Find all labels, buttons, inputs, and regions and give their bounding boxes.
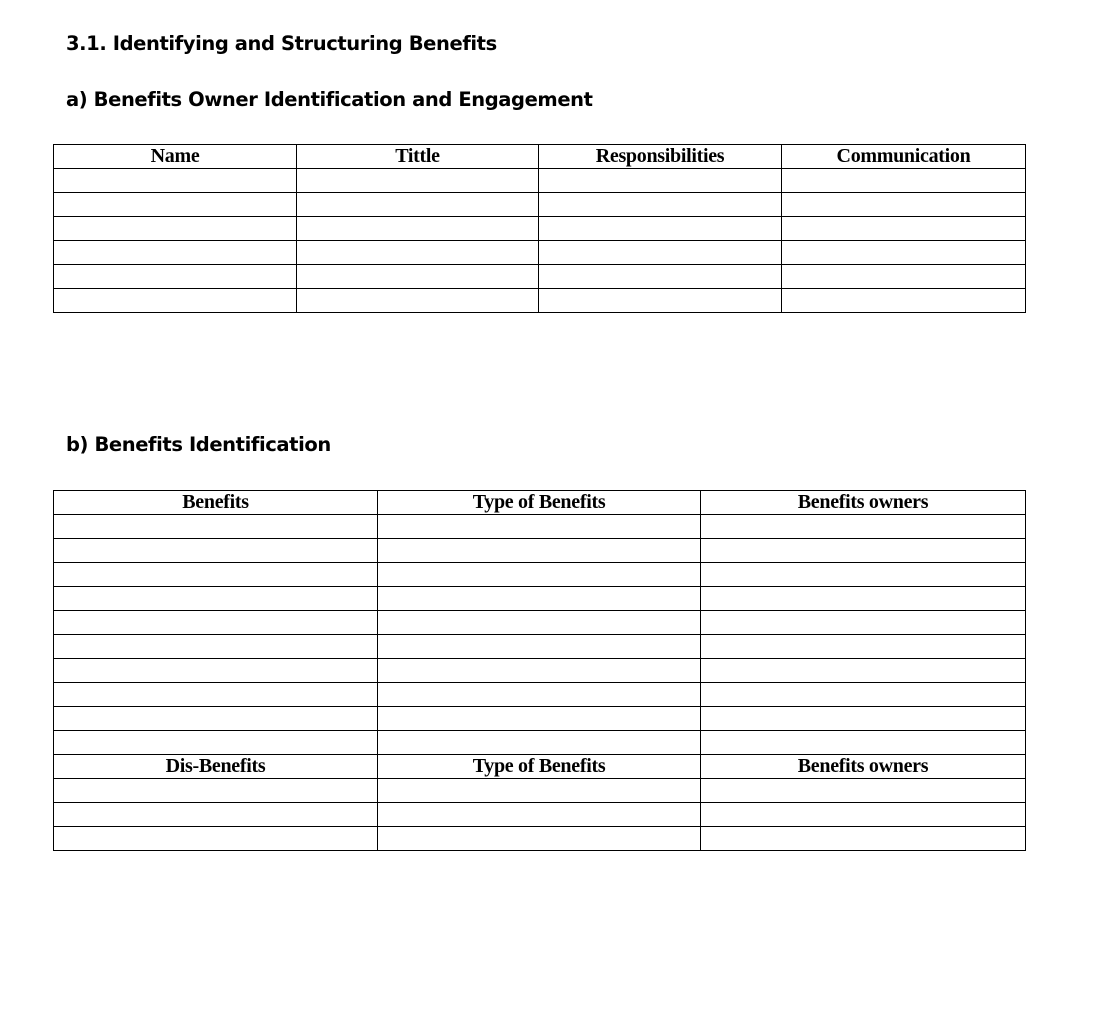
benefits-identification-table: [53, 490, 1026, 851]
benefits-table-header-row: [54, 491, 1026, 515]
table-cell[interactable]: [54, 193, 297, 217]
table-cell[interactable]: [297, 265, 539, 289]
table-cell[interactable]: [378, 827, 701, 851]
table-cell[interactable]: [539, 169, 782, 193]
owner-table-header-row: [54, 145, 1026, 169]
section-title: 3.1. Identifying and Structuring Benefits: [66, 32, 497, 55]
table-cell[interactable]: [701, 683, 1026, 707]
table-cell[interactable]: [539, 217, 782, 241]
table-cell[interactable]: [54, 587, 378, 611]
table-cell[interactable]: [378, 539, 701, 563]
table-cell[interactable]: [701, 731, 1026, 755]
column-header-dis-benefits: Dis-Benefits: [54, 755, 378, 779]
table-cell[interactable]: [378, 611, 701, 635]
table-row: [54, 563, 1026, 587]
table-cell[interactable]: [297, 289, 539, 313]
table-cell[interactable]: [54, 683, 378, 707]
table-cell[interactable]: [701, 587, 1026, 611]
benefits-identification-heading: b) Benefits Identification: [66, 433, 331, 456]
table-cell[interactable]: [54, 265, 297, 289]
column-header-title: Tittle: [297, 145, 539, 169]
table-row: [54, 193, 1026, 217]
table-cell[interactable]: [701, 803, 1026, 827]
table-cell[interactable]: [54, 563, 378, 587]
table-row: [54, 515, 1026, 539]
table-cell[interactable]: [701, 515, 1026, 539]
table-row: [54, 611, 1026, 635]
table-cell[interactable]: [54, 659, 378, 683]
benefits-owner-table: [53, 144, 1026, 313]
table-cell[interactable]: [54, 779, 378, 803]
column-header-benefits-owners: Benefits owners: [701, 491, 1026, 515]
table-cell[interactable]: [782, 193, 1026, 217]
table-cell[interactable]: [378, 635, 701, 659]
table-row: [54, 731, 1026, 755]
column-header-type-of-benefits: Type of Benefits: [378, 755, 701, 779]
table-cell[interactable]: [539, 289, 782, 313]
table-cell[interactable]: [782, 289, 1026, 313]
table-cell[interactable]: [378, 683, 701, 707]
table-cell[interactable]: [378, 731, 701, 755]
table-cell[interactable]: [378, 563, 701, 587]
table-cell[interactable]: [539, 241, 782, 265]
column-header-benefits: Benefits: [54, 491, 378, 515]
table-cell[interactable]: [297, 193, 539, 217]
table-cell[interactable]: [378, 707, 701, 731]
table-cell[interactable]: [378, 587, 701, 611]
table-cell[interactable]: [782, 265, 1026, 289]
table-cell[interactable]: [782, 241, 1026, 265]
column-header-responsibilities: Responsibilities: [539, 145, 782, 169]
table-cell[interactable]: [54, 515, 378, 539]
table-cell[interactable]: [539, 193, 782, 217]
table-cell[interactable]: [54, 803, 378, 827]
table-cell[interactable]: [54, 707, 378, 731]
table-cell[interactable]: [54, 611, 378, 635]
table-cell[interactable]: [701, 659, 1026, 683]
table-cell[interactable]: [701, 707, 1026, 731]
table-row: [54, 779, 1026, 803]
table-row: [54, 241, 1026, 265]
table-cell[interactable]: [297, 169, 539, 193]
owner-section-heading: a) Benefits Owner Identification and Engagement: [66, 88, 593, 111]
table-cell[interactable]: [701, 539, 1026, 563]
table-row: [54, 683, 1026, 707]
table-row: [54, 803, 1026, 827]
table-cell[interactable]: [54, 241, 297, 265]
table-cell[interactable]: [701, 827, 1026, 851]
table-cell[interactable]: [54, 635, 378, 659]
table-cell[interactable]: [701, 779, 1026, 803]
table-cell[interactable]: [54, 217, 297, 241]
table-cell[interactable]: [297, 217, 539, 241]
table-cell[interactable]: [378, 659, 701, 683]
table-row: [54, 289, 1026, 313]
table-cell[interactable]: [539, 265, 782, 289]
table-cell[interactable]: [54, 827, 378, 851]
table-row: [54, 217, 1026, 241]
table-row: [54, 659, 1026, 683]
table-cell[interactable]: [54, 539, 378, 563]
table-row: [54, 635, 1026, 659]
table-cell[interactable]: [378, 803, 701, 827]
column-header-communication: Communication: [782, 145, 1026, 169]
table-cell[interactable]: [378, 515, 701, 539]
table-row: [54, 707, 1026, 731]
table-row: [54, 539, 1026, 563]
table-row: [54, 169, 1026, 193]
table-cell[interactable]: [54, 731, 378, 755]
table-cell[interactable]: [701, 635, 1026, 659]
table-row: [54, 827, 1026, 851]
table-row: [54, 587, 1026, 611]
table-cell[interactable]: [782, 169, 1026, 193]
dis-benefits-header-row: [54, 755, 1026, 779]
column-header-name: Name: [54, 145, 297, 169]
column-header-benefits-owners: Benefits owners: [701, 755, 1026, 779]
table-cell[interactable]: [297, 241, 539, 265]
table-cell[interactable]: [378, 779, 701, 803]
table-cell[interactable]: [782, 217, 1026, 241]
table-cell[interactable]: [701, 611, 1026, 635]
table-cell[interactable]: [54, 169, 297, 193]
table-cell[interactable]: [701, 563, 1026, 587]
table-cell[interactable]: [54, 289, 297, 313]
table-row: [54, 265, 1026, 289]
column-header-type-of-benefits: Type of Benefits: [378, 491, 701, 515]
